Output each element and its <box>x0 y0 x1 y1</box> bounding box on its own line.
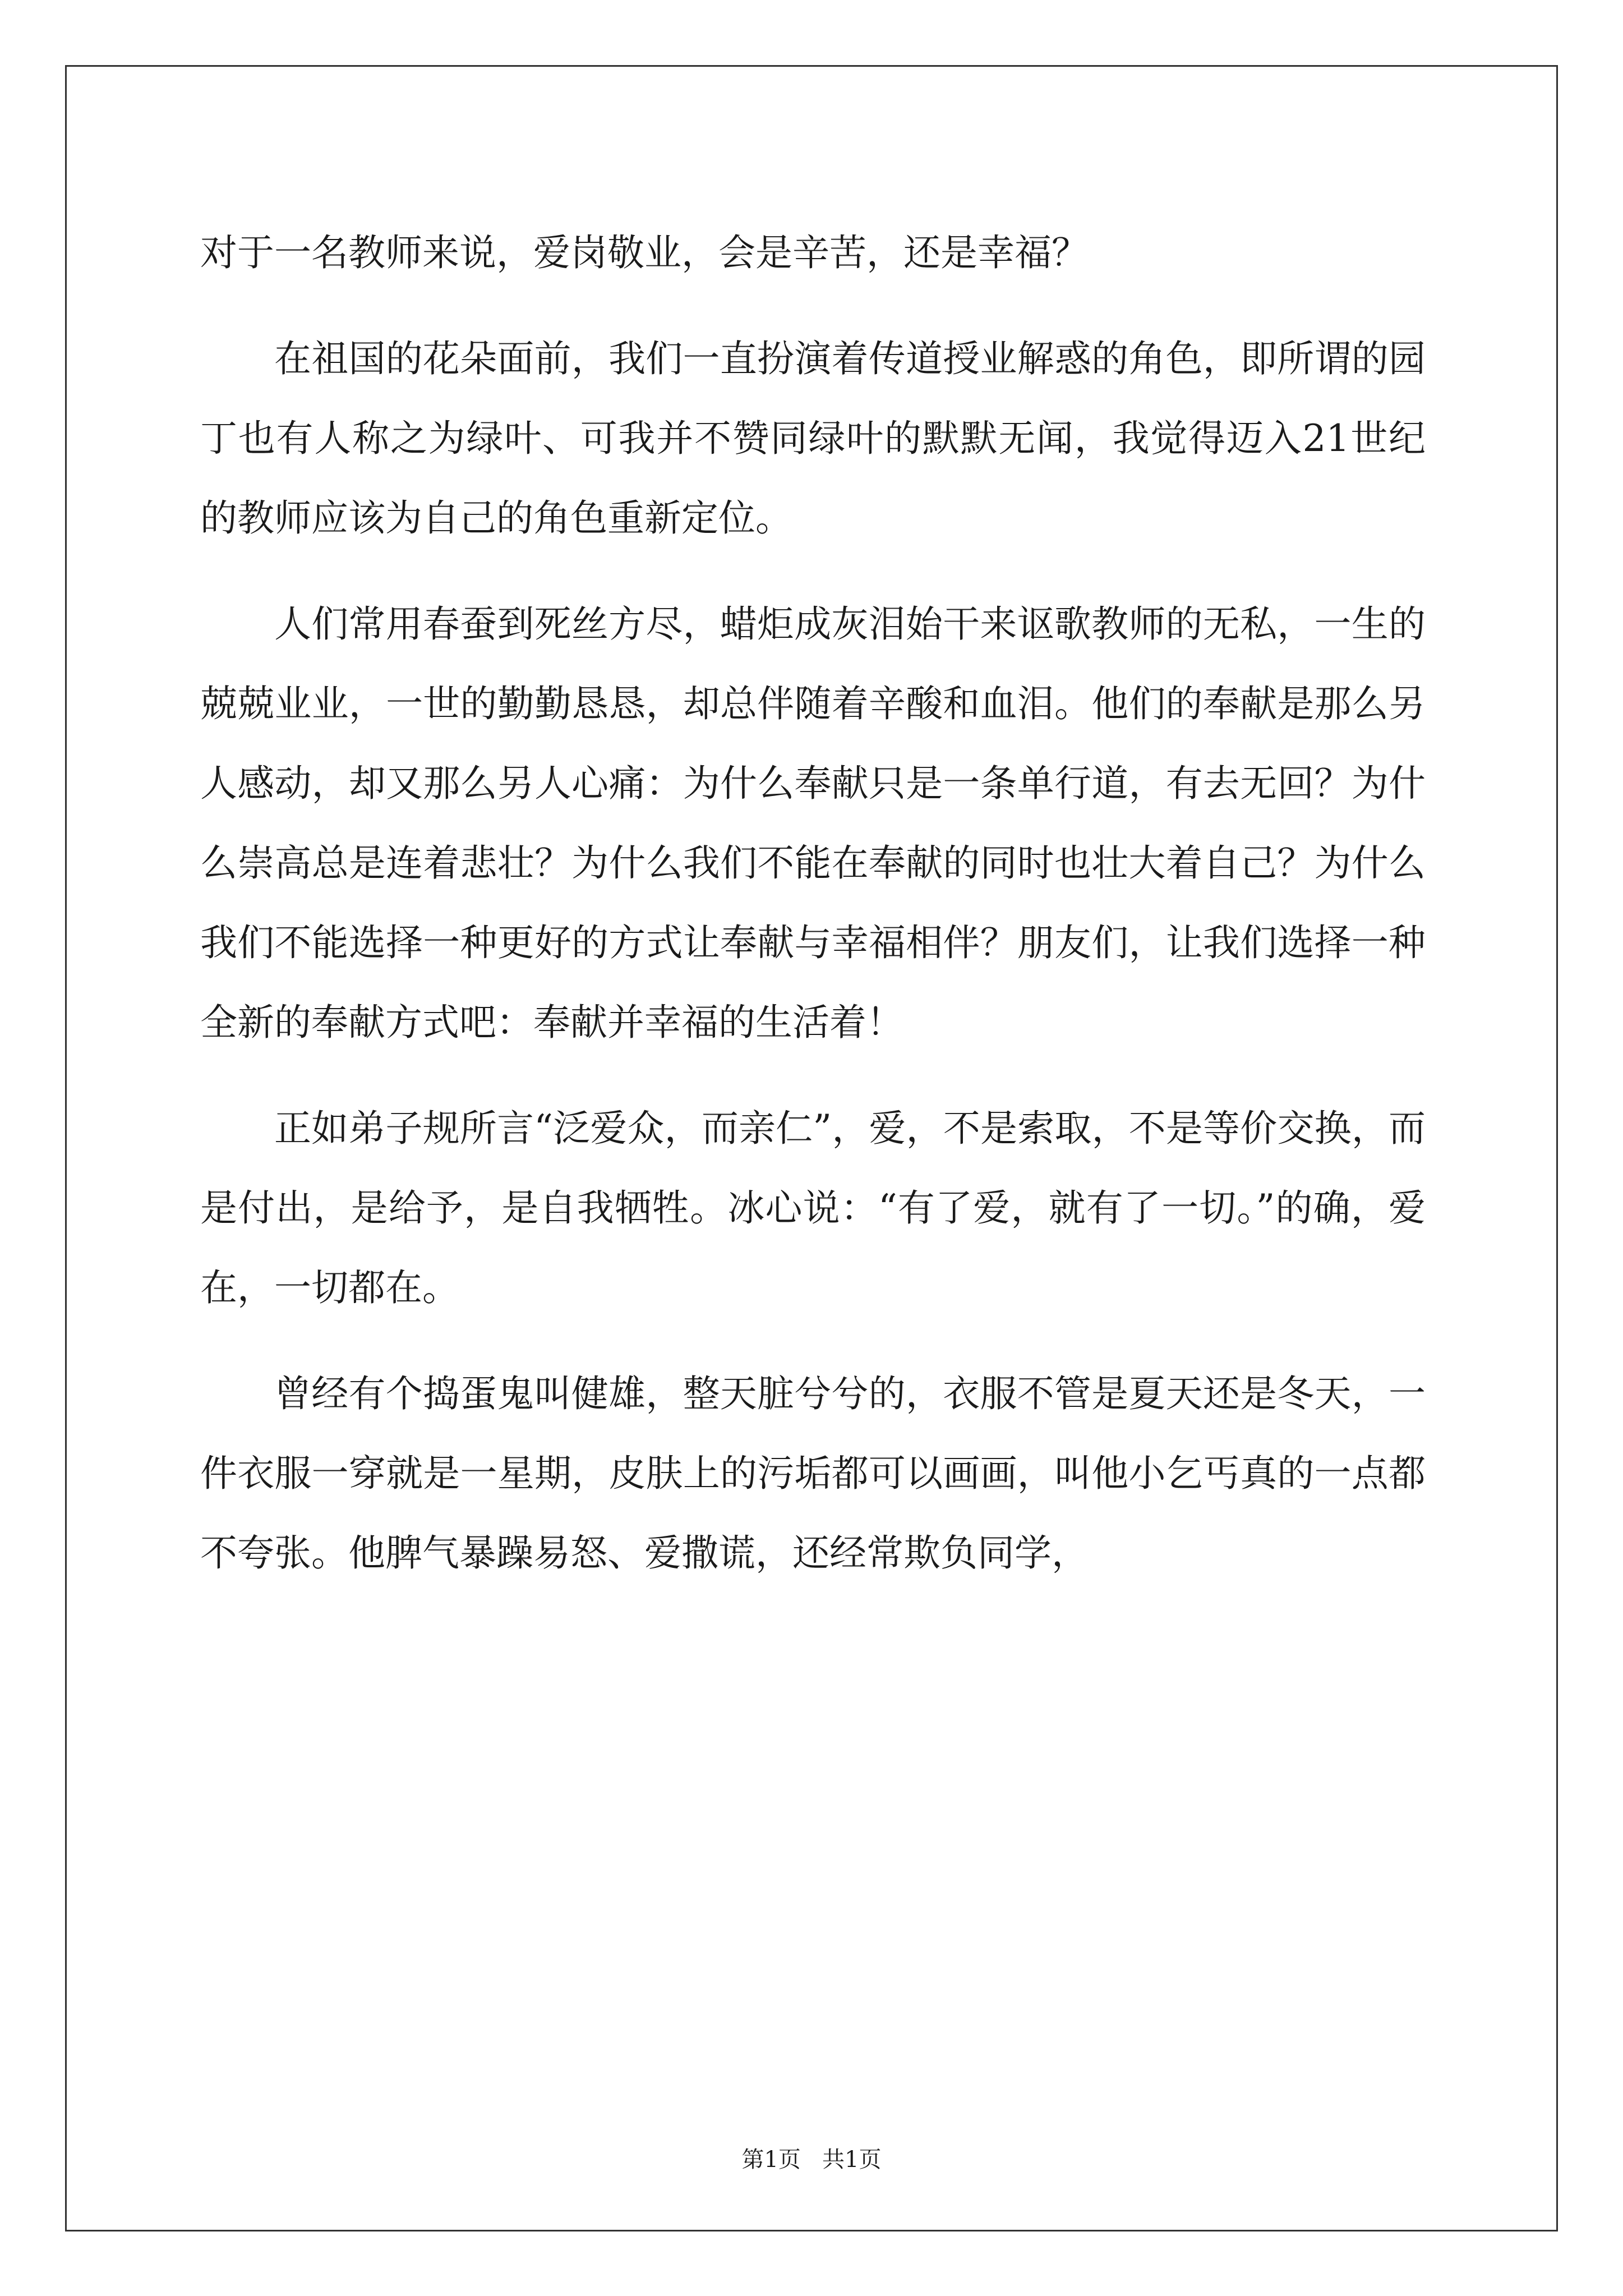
paragraph-1: 对于一名教师来说，爱岗敬业，会是辛苦，还是幸福？ <box>200 231 1089 274</box>
paragraph-2: 在祖国的花朵面前，我们一直扮演着传道授业解惑的角色，即所谓的园丁也有人称之为绿叶、可我并不赞同绿叶的默默无闻，我觉得迈入21世纪的教师应该为自己的角色重新定位。 <box>200 337 1426 540</box>
paragraph-5: 曾经有个捣蛋鬼叫健雄，整天脏兮兮的，衣服不管是夏天还是冬天，一件衣服一穿就是一星期，皮肤上的污垢都可以画画，叫他小乞丐真的一点都不夸张。他脾气暴躁易怒、爱撒谎，还经常欺负同学， <box>200 1372 1426 1575</box>
paragraph-3: 人们常用春蚕到死丝方尽，蜡炬成灰泪始干来讴歌教师的无私，一生的兢兢业业，一世的勤勤恳恳，却总伴随着辛酸和血泪。他们的奉献是那么另人感动，却又那么另人心痛：为什么奉献只是一条单行道，有去无回？为什么崇高总是连着悲壮？为什么我们不能在奉献的同时也壮大着自己？为什么我们不能选择一种更好的方式让奉献与幸福相伴？朋友们，让我们选择一种全新的奉献方式吧：奉献并幸福的生活着！ <box>200 602 1426 1044</box>
page-number-footer: 第1页 共1页 <box>741 2147 882 2173</box>
paragraph-4: 正如弟子规所言“泛爱众，而亲仁”，爱，不是索取，不是等价交换，而是付出，是给予，是自我牺牲。冰心说：“有了爱，就有了一切。”的确，爱在，一切都在。 <box>200 1107 1426 1309</box>
document-body <box>200 213 1426 1619</box>
